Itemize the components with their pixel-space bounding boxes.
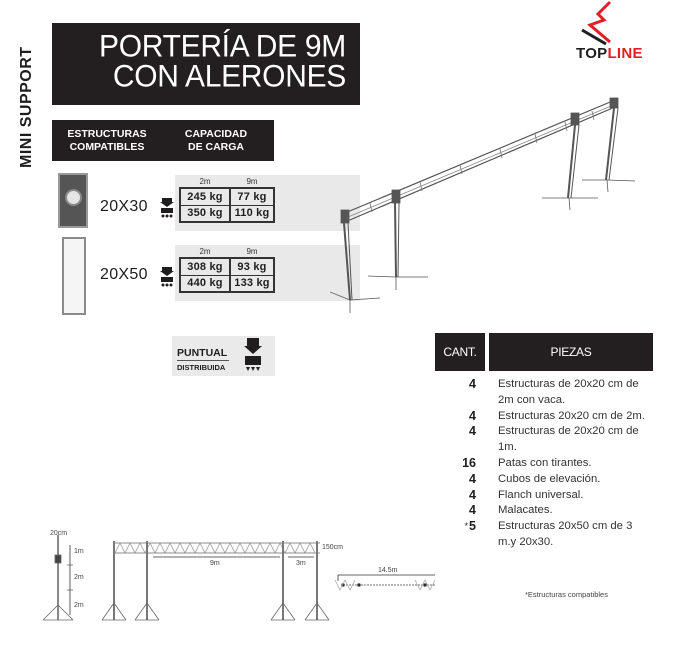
distribuida-row xyxy=(180,205,274,222)
pieces-column-header: PIEZAS xyxy=(489,333,653,371)
part-qty xyxy=(440,377,476,409)
puntual-row xyxy=(180,188,274,205)
capacity-table-20x30 xyxy=(179,176,275,223)
parts-list xyxy=(440,377,660,551)
heading-line: DE CARGA xyxy=(187,140,244,153)
qty-value: 4 xyxy=(469,471,476,486)
part-qty xyxy=(440,519,476,551)
part-item xyxy=(440,409,660,425)
part-desc: Estructuras 20x50 cm de 3 m.y 20x30. xyxy=(498,520,633,548)
topline-logo xyxy=(574,0,674,70)
part-qty xyxy=(440,488,476,504)
part-qty xyxy=(440,424,476,456)
capacity-value: 245 kg xyxy=(180,188,230,205)
profile-20x50-image xyxy=(62,237,86,315)
dim-height-truss: 150cm xyxy=(322,544,344,551)
asterisk-marker: * xyxy=(464,521,469,532)
dim-span-main: 9m xyxy=(210,560,220,567)
heading-line: ESTRUCTURAS xyxy=(67,127,147,140)
part-qty xyxy=(440,472,476,488)
part-desc: Patas con tirantes. xyxy=(498,456,592,469)
part-item xyxy=(440,519,660,551)
load-legend-icon xyxy=(244,338,262,374)
qty-value: 4 xyxy=(469,377,476,391)
dim-seg1: 1m xyxy=(74,548,84,555)
part-item xyxy=(440,472,660,488)
span-header: 2m xyxy=(199,177,211,186)
title-line-1: PORTERÍA DE 9M xyxy=(99,29,346,64)
part-item xyxy=(440,424,660,456)
part-desc: Estructuras 20x20 cm de 2m. xyxy=(498,409,645,422)
capacity-table-20x50 xyxy=(179,246,275,293)
span-header: 9m xyxy=(246,177,258,186)
heading-line: CAPACIDAD xyxy=(184,127,248,140)
capacity-value: 77 kg xyxy=(230,188,274,205)
load-type-icon xyxy=(160,267,174,289)
part-item xyxy=(440,456,660,472)
capacity-value: 350 kg xyxy=(180,205,230,222)
dim-seg3: 2m xyxy=(74,602,84,609)
load-type-icon xyxy=(160,198,174,220)
part-qty xyxy=(440,409,476,425)
capacity-header xyxy=(52,120,274,161)
load-capacity-heading xyxy=(166,128,266,154)
qty-column-header: CANT. xyxy=(435,333,485,371)
heading-line: COMPATIBLES xyxy=(69,140,145,153)
part-qty xyxy=(440,456,476,472)
structure-name: 20X50 xyxy=(100,266,148,283)
part-desc: Estructuras de 20x20 cm de 1m. xyxy=(498,425,639,454)
dim-total-length: 14.5m xyxy=(378,567,398,574)
qty-value: 4 xyxy=(469,503,476,518)
legend-distribuida: DISTRIBUIDA xyxy=(177,363,226,372)
capacity-value: 308 kg xyxy=(180,258,230,275)
logo-text xyxy=(576,45,643,62)
part-qty xyxy=(440,503,476,519)
profile-hole xyxy=(65,189,82,206)
side-view-diagram xyxy=(30,525,440,625)
part-item xyxy=(440,377,660,409)
part-item xyxy=(440,503,660,519)
perspective-truss-illustration xyxy=(330,95,660,320)
capacity-value: 440 kg xyxy=(180,275,230,292)
logo-mark-icon xyxy=(576,0,616,45)
distribuida-row xyxy=(180,275,274,292)
qty-value: 4 xyxy=(469,424,476,439)
tower xyxy=(330,210,380,313)
part-desc: Flanch universal. xyxy=(498,488,584,501)
compatible-structures-heading xyxy=(52,128,162,154)
capacity-value: 133 kg xyxy=(234,277,270,290)
qty-value: 16 xyxy=(462,455,476,470)
footnote: *Estructuras compatibles xyxy=(525,590,608,599)
capacity-value: 110 kg xyxy=(234,207,270,220)
qty-value: 5 xyxy=(469,519,476,534)
capacity-value: 93 kg xyxy=(230,258,274,275)
structure-name: 20X30 xyxy=(100,198,148,215)
profile-20x30-image xyxy=(58,173,88,228)
part-item xyxy=(440,488,660,504)
series-label: MINI SUPPORT xyxy=(18,46,35,168)
part-desc: Cubos de elevación. xyxy=(498,472,601,485)
legend-puntual: PUNTUAL xyxy=(177,347,228,359)
dim-span-wing: 3m xyxy=(296,560,306,567)
legend-divider xyxy=(177,360,229,361)
qty-value: 4 xyxy=(469,487,476,502)
logo-text-line: LINE xyxy=(607,45,643,62)
title-banner xyxy=(52,23,360,105)
qty-value: 4 xyxy=(469,408,476,423)
load-legend xyxy=(172,336,275,376)
part-desc: Estructuras de 20x20 cm de 2m con vaca. xyxy=(498,378,639,406)
dim-width-top: 20cm xyxy=(50,530,68,537)
logo-text-top: TOP xyxy=(576,45,608,62)
puntual-row xyxy=(180,258,274,275)
dim-seg2: 2m xyxy=(74,574,84,581)
span-header: 2m xyxy=(199,247,211,256)
span-header: 9m xyxy=(246,247,258,256)
title-line-2: CON ALERONES xyxy=(112,59,346,94)
part-desc: Malacates. xyxy=(498,504,553,517)
